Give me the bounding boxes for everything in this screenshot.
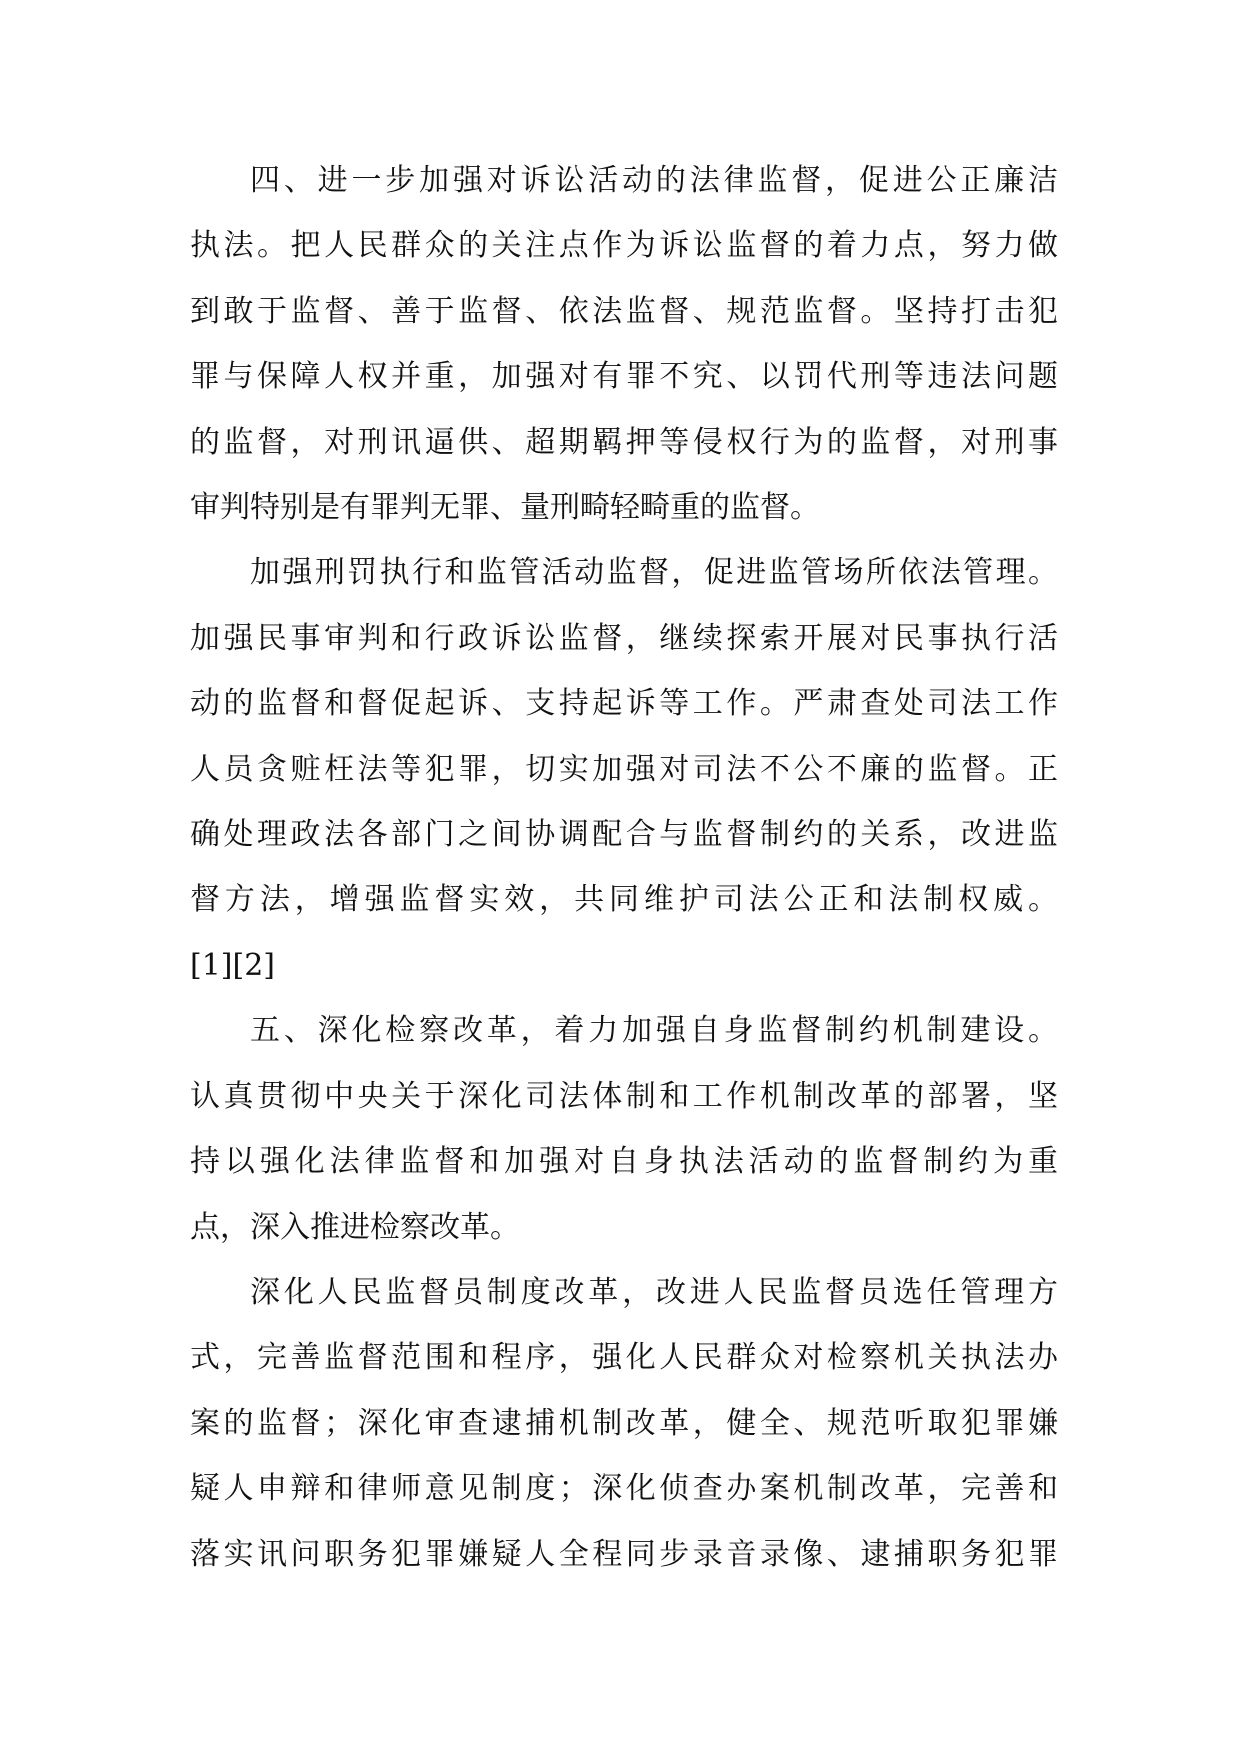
text-line: 持以强化法律监督和加强对自身执法活动的监督制约为重 xyxy=(190,1144,1058,1180)
text-line: 审判特别是有罪判无罪、量刑畸轻畸重的监督。 xyxy=(190,490,820,526)
text-line: 确处理政法各部门之间协调配合与监督制约的关系，改进监 xyxy=(190,817,1058,853)
text-line: 执法。把人民群众的关注点作为诉讼监督的着力点，努力做 xyxy=(190,228,1058,264)
text-line: 人员贪赃枉法等犯罪，切实加强对司法不公不廉的监督。正 xyxy=(190,751,1058,787)
text-line: 督方法，增强监督实效，共同维护司法公正和法制权威。 xyxy=(190,882,1058,918)
text-line: 到敢于监督、善于监督、依法监督、规范监督。坚持打击犯 xyxy=(190,293,1058,329)
document-body xyxy=(190,148,1058,1587)
paragraph-litigation-supervision xyxy=(190,148,1058,540)
text-line: 认真贯彻中央关于深化司法体制和工作机制改革的部署，坚 xyxy=(190,1078,1058,1114)
citation-reference: [1][2] xyxy=(190,947,275,983)
text-line: 疑人申辩和律师意见制度；深化侦查办案机制改革，完善和 xyxy=(190,1471,1058,1507)
paragraph-people-supervisor-reform xyxy=(190,1260,1058,1587)
text-line: 动的监督和督促起诉、支持起诉等工作。严肃查处司法工作 xyxy=(190,686,1058,722)
text-line: 五、深化检察改革，着力加强自身监督制约机制建设。 xyxy=(250,1013,1058,1049)
text-line: 加强民事审判和行政诉讼监督，继续探索开展对民事执行活 xyxy=(190,620,1058,656)
text-line: 点，深入推进检察改革。 xyxy=(190,1209,520,1245)
text-line: 加强刑罚执行和监管活动监督，促进监管场所依法管理。 xyxy=(250,555,1058,591)
text-line: 案的监督；深化审查逮捕机制改革，健全、规范听取犯罪嫌 xyxy=(190,1405,1058,1441)
paragraph-execution-supervision xyxy=(190,540,1058,998)
text-line: 落实讯问职务犯罪嫌疑人全程同步录音录像、逮捕职务犯罪 xyxy=(190,1536,1058,1572)
text-line: 的监督，对刑讯逼供、超期羁押等侵权行为的监督，对刑事 xyxy=(190,424,1058,460)
text-line: 式，完善监督范围和程序，强化人民群众对检察机关执法办 xyxy=(190,1340,1058,1376)
text-line: 四、进一步加强对诉讼活动的法律监督，促进公正廉洁 xyxy=(250,163,1058,198)
paragraph-procuratorial-reform xyxy=(190,998,1058,1260)
text-line: 深化人民监督员制度改革，改进人民监督员选任管理方 xyxy=(250,1274,1058,1310)
text-line: 罪与保障人权并重，加强对有罪不究、以罚代刑等违法问题 xyxy=(190,359,1058,395)
